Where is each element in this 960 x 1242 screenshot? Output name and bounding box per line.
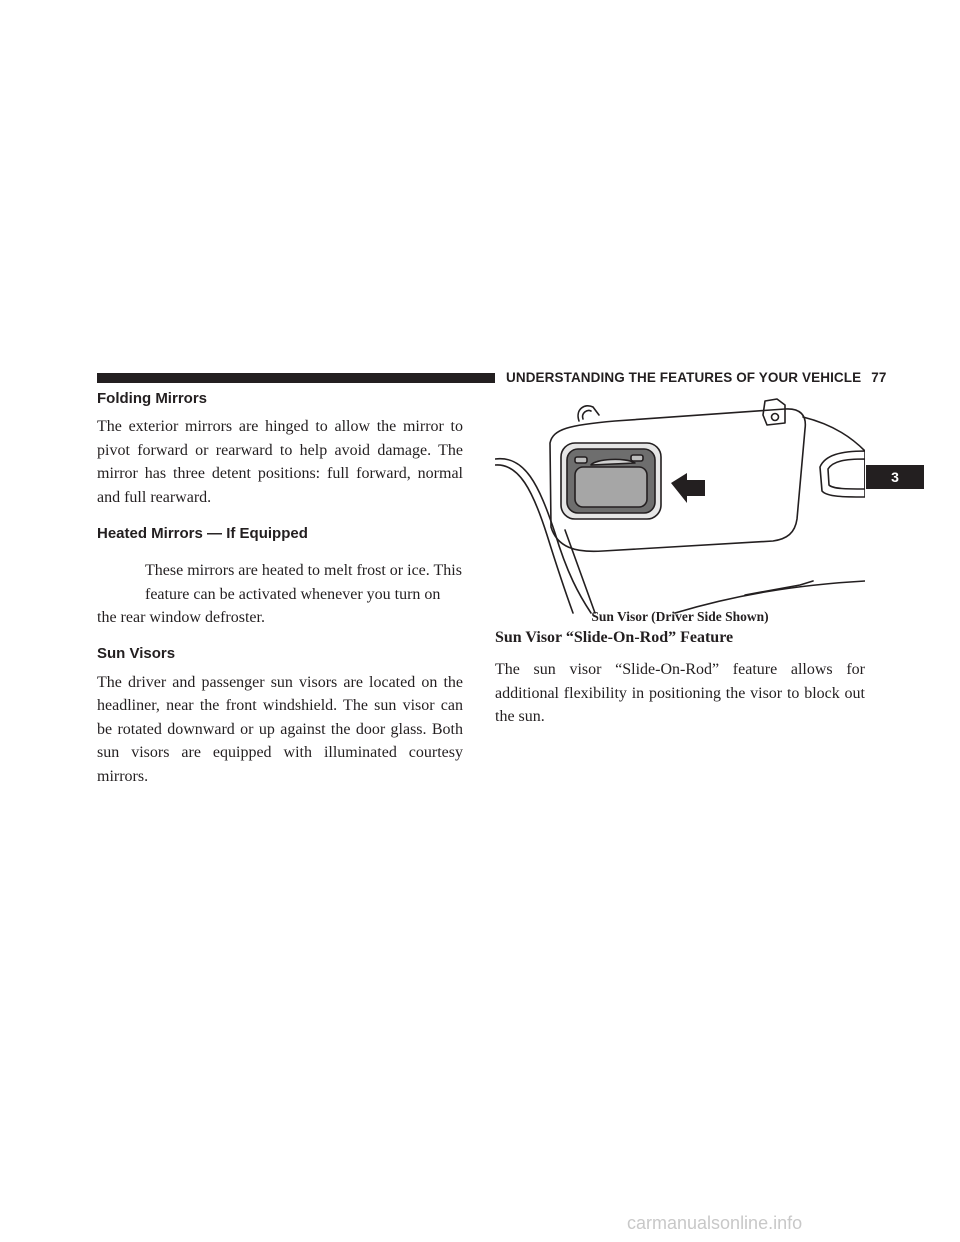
sun-visors-body: The driver and passenger sun visors are located on the headliner, near the front windshield. The sun visor can be rotated downward or up against the door glass. Both sun visors are equipped with illuminated courtesy mirrors.	[97, 673, 463, 785]
heated-mirrors-heading: Heated Mirrors — If Equipped	[97, 525, 308, 542]
header-rule	[97, 373, 495, 383]
right-column	[495, 629, 865, 729]
heated-line-1: These mirrors are heated to melt frost or ice. This	[145, 562, 462, 579]
running-header	[506, 370, 886, 385]
folding-mirrors-heading: Folding Mirrors	[97, 390, 207, 407]
page-number: 77	[871, 370, 887, 385]
folding-mirrors-body: The exterior mirrors are hinged to allow the mirror to pivot forward or rearward to help avoid damage. The mirror has three detent positions: full forward, normal and full rearward.	[97, 418, 463, 506]
left-column	[97, 390, 463, 788]
watermark: carmanualsonline.info	[627, 1213, 803, 1233]
figure-caption: Sun Visor (Driver Side Shown)	[591, 609, 769, 624]
slide-on-rod-heading: Sun Visor “Slide-On-Rod” Feature	[495, 629, 734, 646]
chapter-tab: 3	[866, 465, 924, 489]
heated-line-3: the rear window defroster.	[97, 609, 265, 626]
slide-on-rod-body: The sun visor “Slide-On-Rod” feature allows for additional flexibility in positioning the visor to block out the sun.	[495, 661, 865, 725]
header-title: UNDERSTANDING THE FEATURES OF YOUR VEHICLE	[506, 370, 862, 385]
heated-line-2: feature can be activated whenever you turn on	[145, 585, 441, 603]
sun-visors-heading: Sun Visors	[97, 644, 176, 662]
heated-mirrors-body	[97, 559, 463, 630]
sun-visor-illustration	[495, 395, 865, 620]
arrow-icon	[671, 473, 705, 503]
